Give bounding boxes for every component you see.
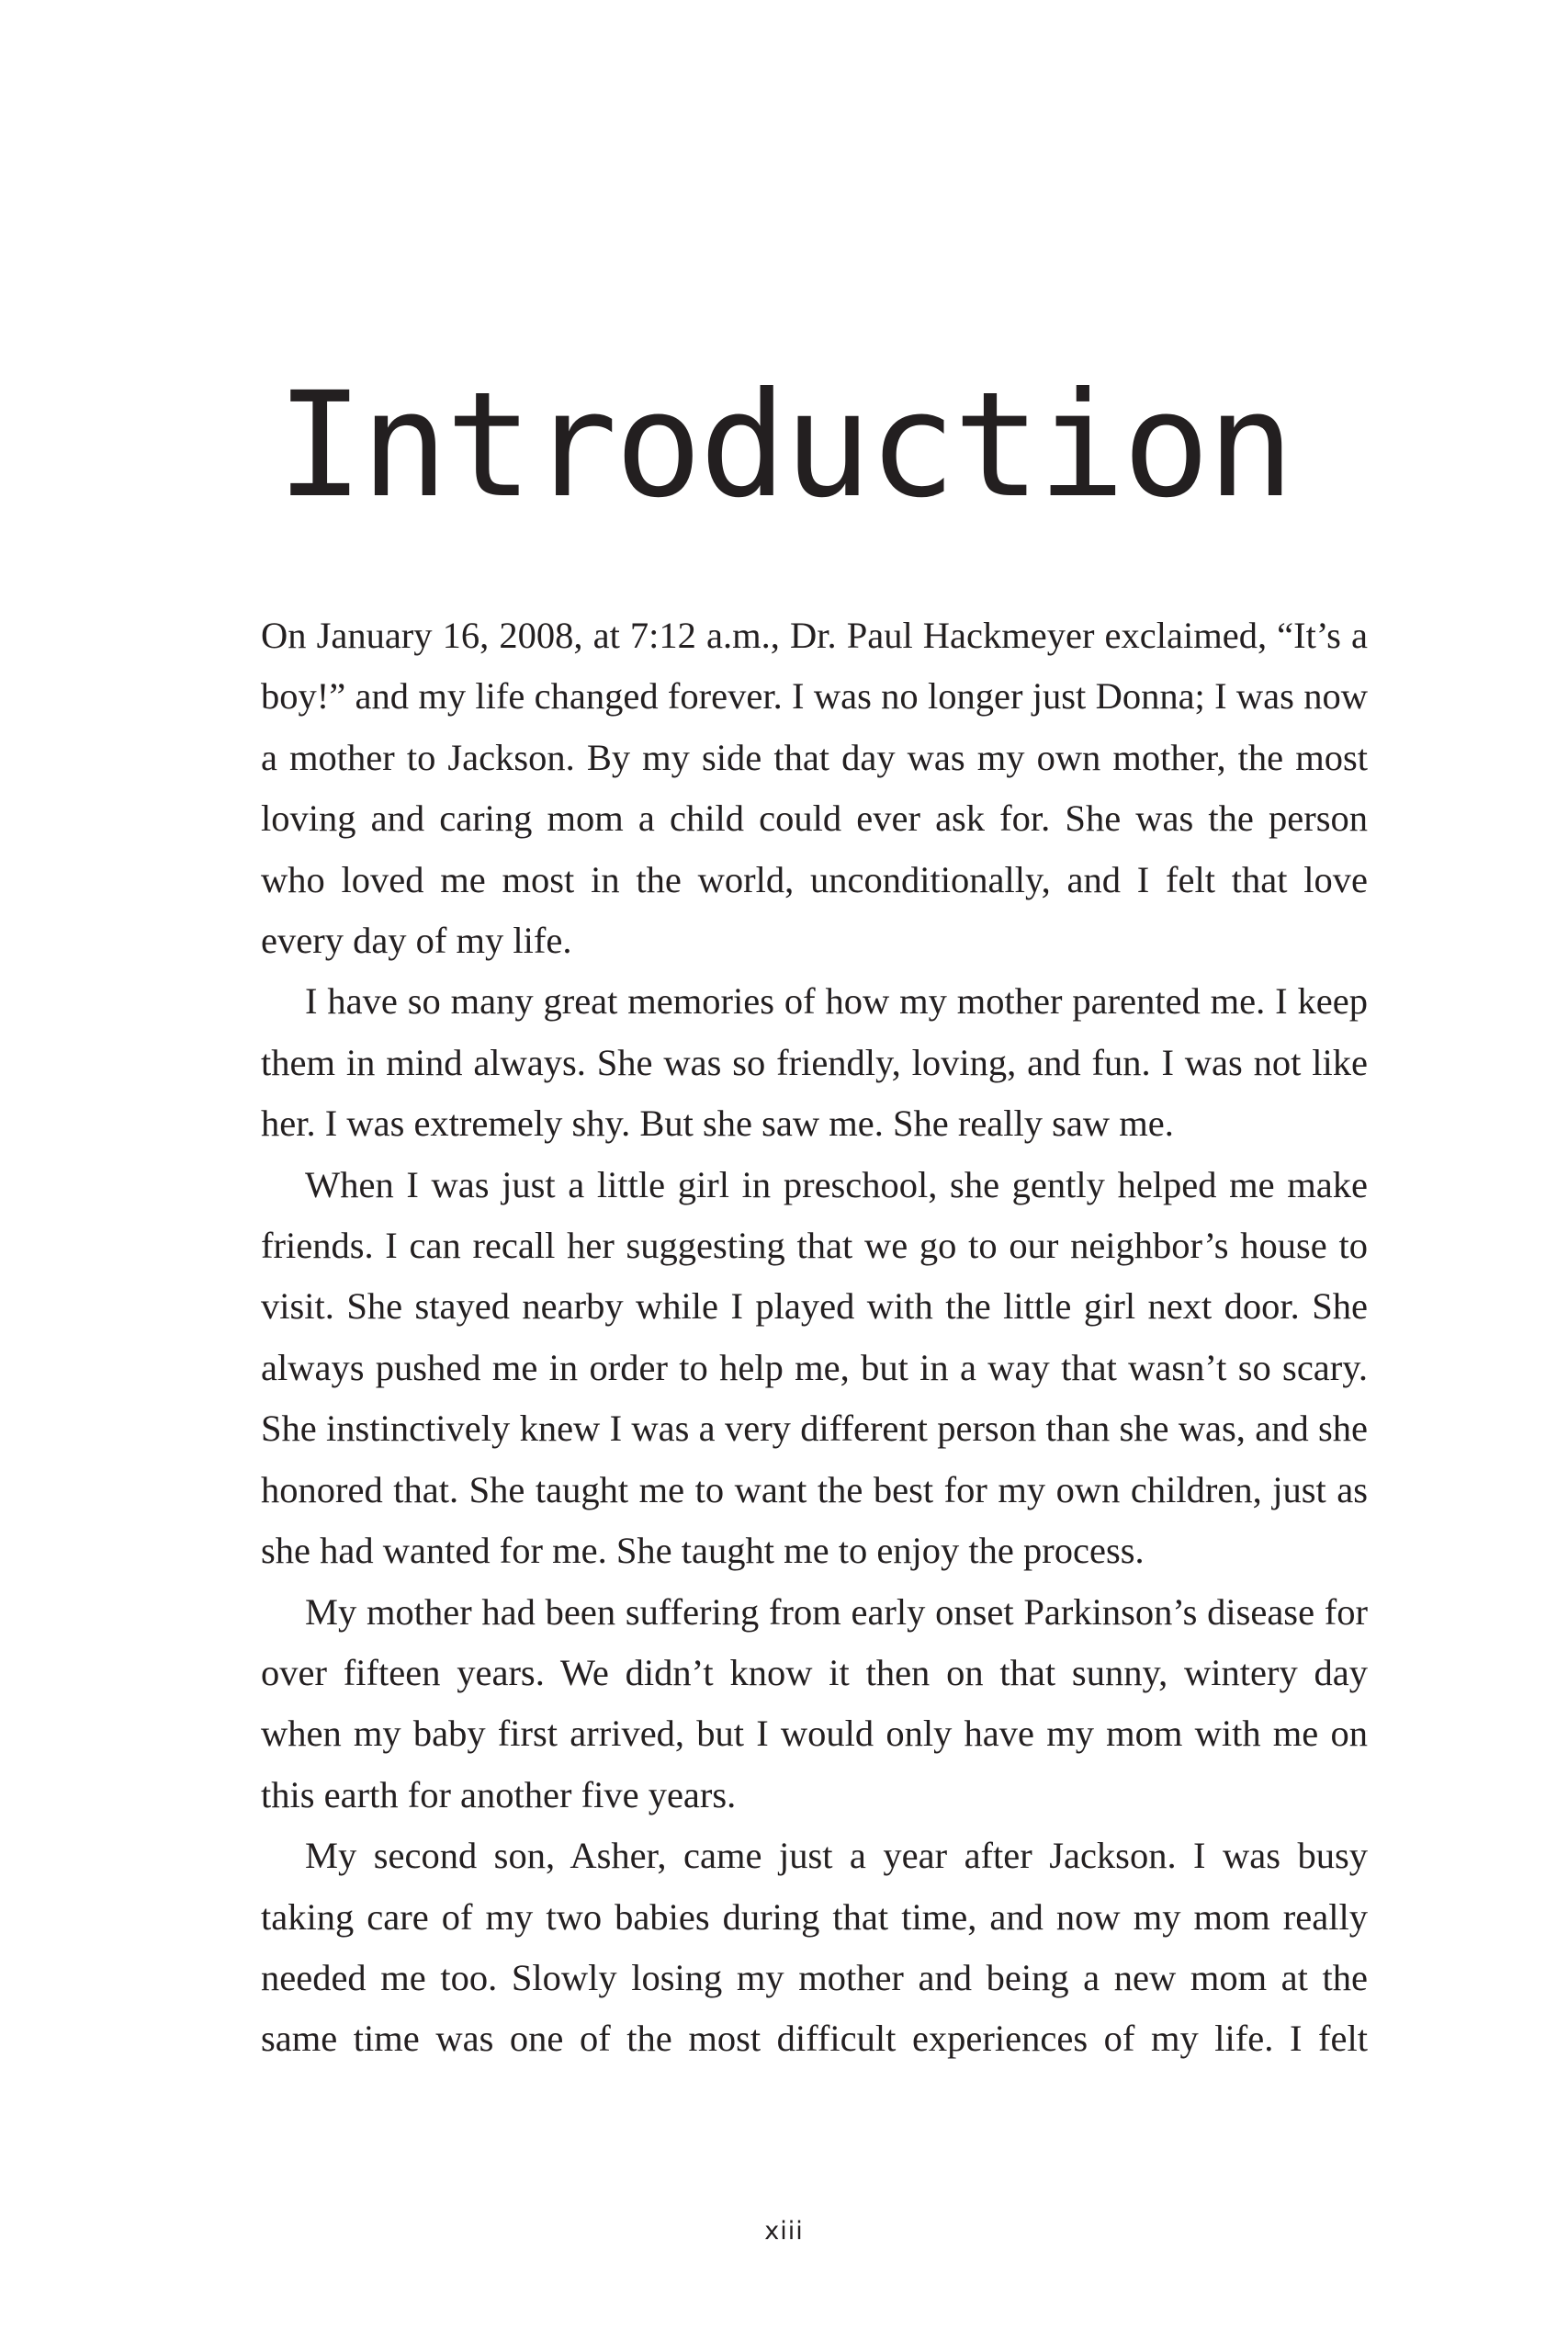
page-number: xiii bbox=[764, 2217, 804, 2245]
paragraph: When I was just a little girl in preschool, she gently helped me make friends. I can recall her suggesting that we go to our neighbor’s house to visit. She stayed nearby while I played with the little girl next door. She always pushed me in order to help me, but in a way that wasn’t so scary. She instinctively knew I was a very different person than she was, and she honored that. She taught me to want the best for my own children, just as she had wanted for me. She taught me to enjoy the process. bbox=[261, 1163, 1368, 1572]
paragraph: On January 16, 2008, at 7:12 a.m., Dr. Paul Hackmeyer exclaimed, “It’s a boy!” and my life changed forever. I was no longer just Donna; I was now a mother to Jackson. By my side that day was my own mother, the most loving and caring mom a child could ever ask for. She was the person who loved me most in the world, unconditionally, and I felt that love every day of my life. bbox=[261, 615, 1368, 962]
paragraph: My mother had been suffering from early onset Parkinson’s disease for over fifteen years. We didn’t know it then on that sunny, wintery day when my baby first arrived, but I would only have my mom with me on this earth for another five years. bbox=[261, 1590, 1368, 1815]
paragraph: My second son, Asher, came just a year after Jackson. I was busy taking care of my two babies during that time, and now my mom really needed me too. Slowly losing my mother and being a new mom at the same time was one of the most difficult experiences of my life. I felt bbox=[261, 1835, 1368, 2060]
body-text bbox=[261, 605, 1368, 2070]
paragraph: I have so many great memories of how my mother parented me. I keep them in mind always. She was so friendly, loving, and fun. I was not like her. I was extremely shy. But she saw me. She really saw me. bbox=[261, 980, 1368, 1145]
chapter-title: Introduction bbox=[276, 361, 1292, 530]
